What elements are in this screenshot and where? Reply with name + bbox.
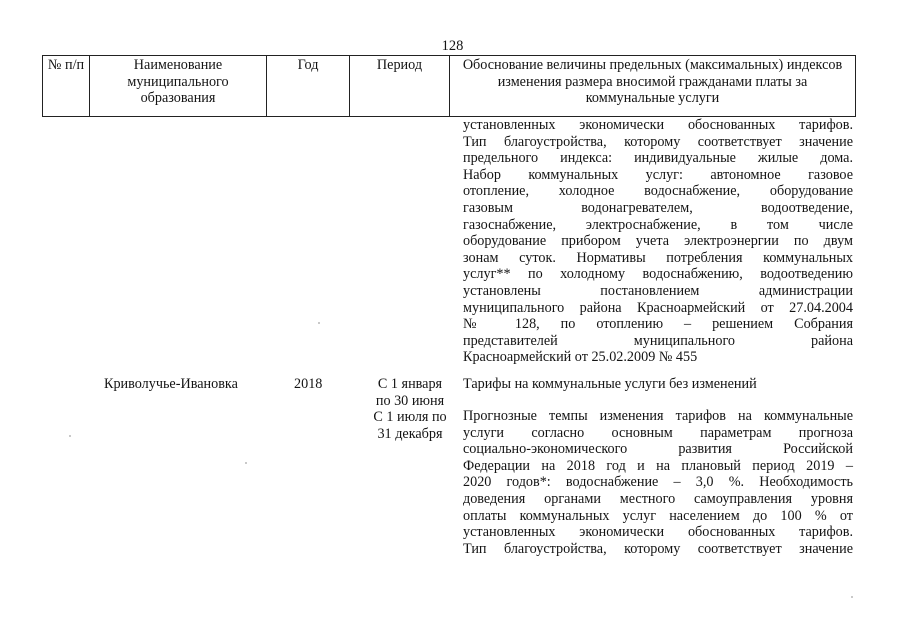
basis-line: установленных экономически обоснованных тарифов. (463, 524, 853, 541)
basis-line: услуги согласно основным параметрам прогноза (463, 424, 853, 441)
header-name: Наименование муниципального образования (90, 56, 267, 117)
basis-line: Прогнозные темпы изменения тарифов на коммунальные (463, 408, 853, 424)
municipality-name: Криволучье-Ивановка (104, 376, 238, 392)
basis-line: Тарифы на коммунальные услуги без изменений (463, 376, 757, 392)
basis-second-period (463, 408, 853, 557)
scan-speck (69, 435, 71, 437)
basis-line: муниципального района Красноармейский от 27.04.2004 (463, 299, 853, 316)
basis-continuation (463, 117, 853, 366)
scan-speck (245, 462, 247, 464)
basis-line: Красноармейский от 25.02.2009 № 455 (463, 349, 698, 366)
table-header (42, 55, 856, 117)
basis-line: отопление, холодное водоснабжение, оборудование (463, 183, 853, 200)
header-period: Период (350, 56, 450, 117)
basis-line: газовым водонагревателем, водоотведение, (463, 199, 853, 216)
basis-line: оборудование прибором учета электроэнергии по двум (463, 233, 853, 250)
header-year: Год (267, 56, 350, 117)
period-first-line1: С 1 января (377, 376, 443, 392)
basis-line: предельного индекса: индивидуальные жилые дома. (463, 150, 853, 167)
basis-line: 2020 годов*: водоснабжение – 3,0 %. Необходимость (463, 474, 853, 491)
basis-line: Федерации на 2018 год и на плановый период 2019 – (463, 457, 853, 474)
basis-line: установленных экономически обоснованных тарифов. (463, 117, 853, 133)
header-basis: Обоснование величины предельных (максимальных) индексов изменения размера вносимой гражданами платы за коммунальные услуги (450, 56, 856, 117)
basis-line: газоснабжение, электроснабжение, в том числе (463, 216, 853, 233)
basis-first-period (463, 376, 853, 393)
scan-speck (318, 322, 320, 324)
period-first-line2: по 30 июня (375, 392, 445, 409)
basis-line: Тип благоустройства, которому соответствует значение (463, 540, 853, 557)
page-number: 128 (441, 38, 464, 54)
row-period (360, 376, 460, 442)
period-second-line2: 31 декабря (377, 425, 443, 442)
basis-line: № 128, по отоплению – решением Собрания (463, 316, 853, 333)
basis-line: Тип благоустройства, которому соответствует значение (463, 133, 853, 150)
basis-line: оплаты коммунальных услуг населением до 100 % от (463, 507, 853, 524)
basis-line: Набор коммунальных услуг: автономное газовое (463, 166, 853, 183)
period-second-line1: С 1 июля по (373, 409, 447, 425)
basis-line: услуг** по холодному водоснабжению, водоотведению (463, 266, 853, 283)
basis-line: представителей муниципального района (463, 332, 853, 349)
basis-line: установлены постановлением администрации (463, 282, 853, 299)
scan-speck (851, 596, 853, 598)
basis-line: зонам суток. Нормативы потребления коммунальных (463, 249, 853, 266)
basis-line: социально-экономического развития Российской (463, 441, 853, 458)
basis-line: доведения органами местного самоуправления уровня (463, 490, 853, 507)
row-year: 2018 (294, 376, 323, 392)
header-number: № п/п (43, 56, 90, 117)
